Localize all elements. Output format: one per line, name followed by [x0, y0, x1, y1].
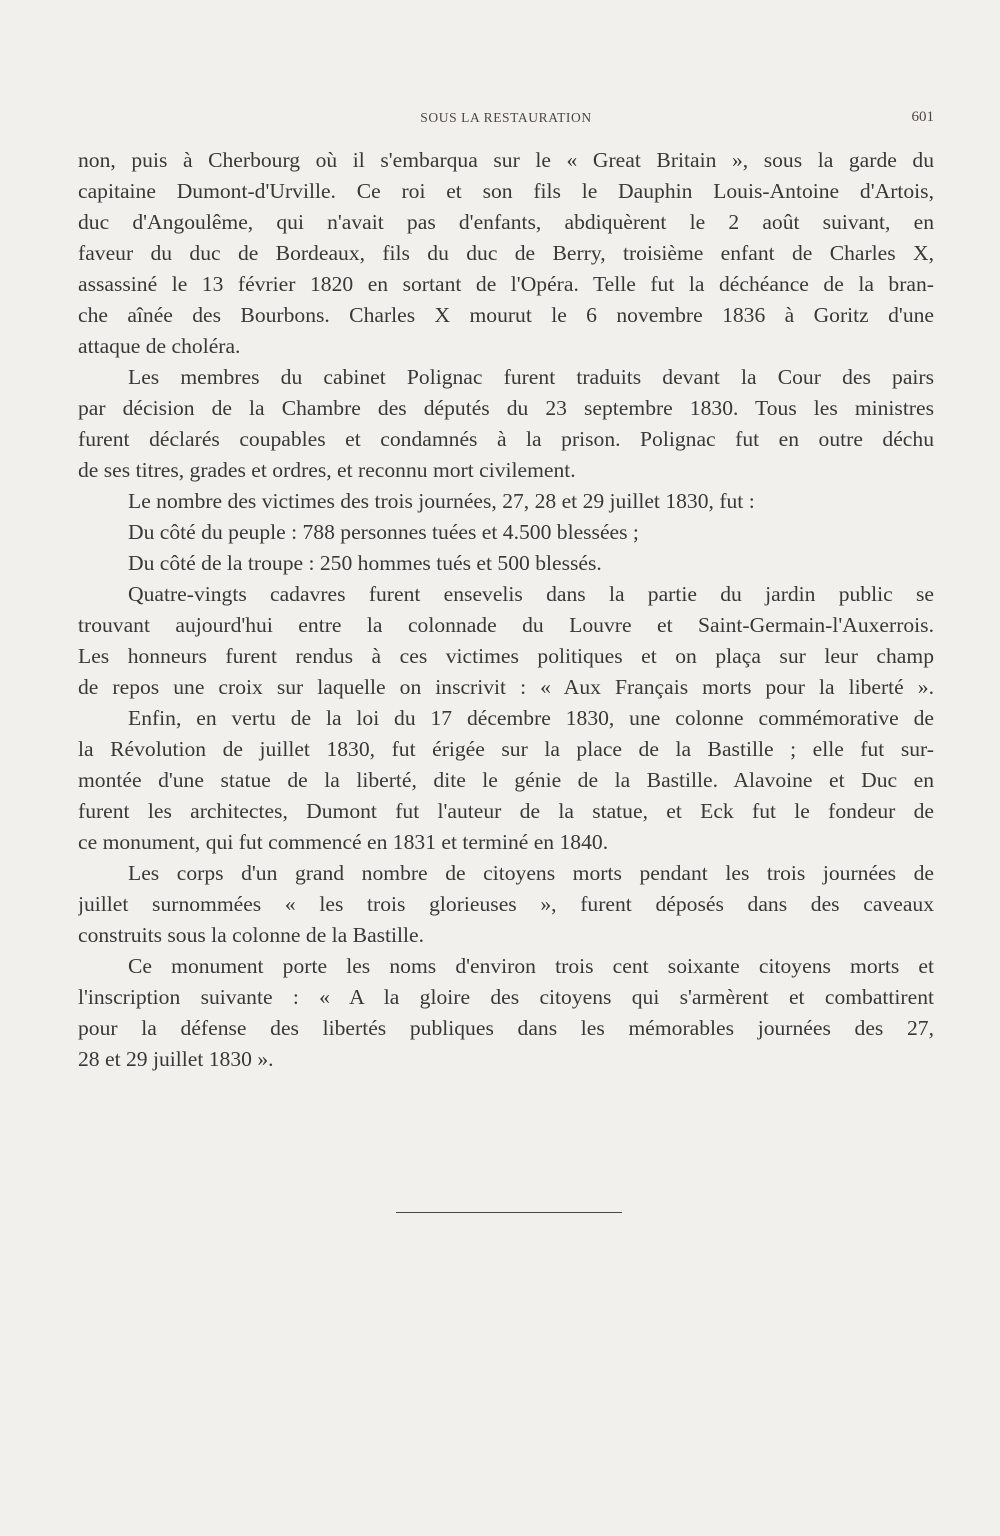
text-line: che aînée des Bourbons. Charles X mourut le 6 novembre 1836 à Goritz d'une — [78, 303, 934, 327]
text-line: Les corps d'un grand nombre de citoyens morts pendant les trois journées de — [128, 861, 934, 885]
text-line: construits sous la colonne de la Bastille. — [78, 923, 425, 947]
text-line: l'inscription suivante : « A la gloire des citoyens qui s'armèrent et combattirent — [78, 985, 934, 1009]
text-line: montée d'une statue de la liberté, dite le génie de la Bastille. Alavoine et Duc en — [78, 768, 934, 792]
text-line: pour la défense des libertés publiques dans les mémorables journées des 27, — [78, 1016, 934, 1040]
text-line: juillet surnommées « les trois glorieuses », furent déposés dans des caveaux — [78, 892, 934, 916]
page-number: 601 — [911, 109, 934, 125]
text-line: attaque de choléra. — [78, 334, 241, 358]
text-line: trouvant aujourd'hui entre la colonnade du Louvre et Saint-Germain-l'Auxerrois. — [78, 613, 934, 637]
text-line: duc d'Angoulême, qui n'avait pas d'enfants, abdiquèrent le 2 août suivant, en — [78, 210, 934, 234]
running-title: SOUS LA RESTAURATION — [420, 110, 592, 125]
text-line: assassiné le 13 février 1820 en sortant de l'Opéra. Telle fut la déchéance de la bran- — [78, 272, 934, 296]
text-line: furent les architectes, Dumont fut l'auteur de la statue, et Eck fut le fondeur de — [78, 799, 934, 823]
text-line: de ses titres, grades et ordres, et reconnu mort civilement. — [78, 458, 576, 482]
text-line: Les honneurs furent rendus à ces victimes politiques et on plaça sur leur champ — [78, 644, 934, 668]
text-line: par décision de la Chambre des députés du 23 septembre 1830. Tous les ministres — [78, 396, 934, 420]
text-line: la Révolution de juillet 1830, fut érigée sur la place de la Bastille ; elle fut sur- — [78, 737, 934, 761]
text-line: Le nombre des victimes des trois journées, 27, 28 et 29 juillet 1830, fut : — [128, 489, 755, 513]
end-rule — [396, 1212, 622, 1213]
text-line: Enfin, en vertu de la loi du 17 décembre 1830, une colonne commémorative de — [128, 706, 934, 730]
text-line: furent déclarés coupables et condamnés à la prison. Polignac fut en outre déchu — [78, 427, 934, 451]
text-line: Du côté du peuple : 788 personnes tuées et 4.500 blessées ; — [128, 520, 639, 544]
text-line: Les membres du cabinet Polignac furent traduits devant la Cour des pairs — [128, 365, 934, 389]
text-line: Quatre-vingts cadavres furent ensevelis dans la partie du jardin public se — [128, 582, 934, 606]
text-line: capitaine Dumont-d'Urville. Ce roi et son fils le Dauphin Louis-Antoine d'Artois, — [78, 179, 934, 203]
text-line: 28 et 29 juillet 1830 ». — [78, 1047, 274, 1071]
text-line: Du côté de la troupe : 250 hommes tués et 500 blessés. — [128, 551, 602, 575]
text-line: ce monument, qui fut commencé en 1831 et terminé en 1840. — [78, 830, 609, 854]
text-line: non, puis à Cherbourg où il s'embarqua sur le « Great Britain », sous la garde du — [78, 148, 934, 172]
text-line: faveur du duc de Bordeaux, fils du duc de Berry, troisième enfant de Charles X, — [78, 241, 934, 265]
running-head — [78, 108, 934, 132]
text-line: Ce monument porte les noms d'environ trois cent soixante citoyens morts et — [128, 954, 934, 978]
body-text — [78, 145, 934, 1075]
text-line: de repos une croix sur laquelle on inscrivit : « Aux Français morts pour la liberté ». — [78, 675, 934, 699]
